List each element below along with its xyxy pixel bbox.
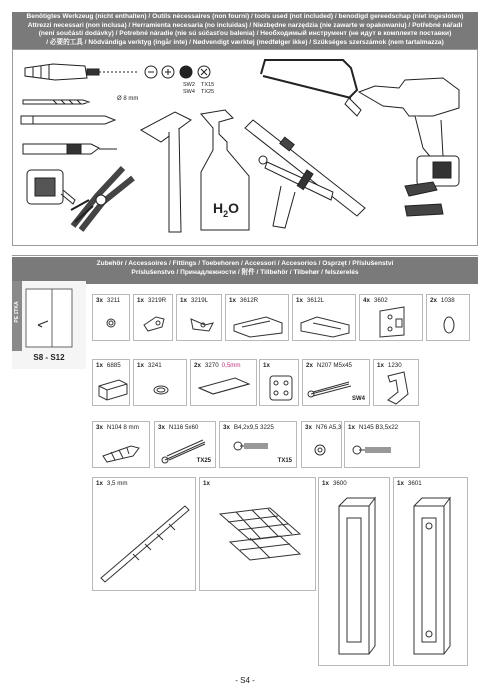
- part-box: [133, 294, 173, 341]
- part-code: 1038: [440, 297, 455, 304]
- part-box: [359, 294, 423, 341]
- part-drawing: [260, 360, 300, 407]
- part-drawing: [374, 360, 420, 407]
- spirit-level-icon: [245, 120, 365, 216]
- accessories-divider: [12, 255, 478, 256]
- part-code: 3602: [373, 297, 388, 304]
- part-code: 3601: [407, 480, 422, 487]
- part-bit-size: SW4: [351, 396, 365, 402]
- part-code: N104 8 mm: [106, 424, 139, 431]
- part-code: 3211: [106, 297, 121, 304]
- part-box: [133, 359, 187, 406]
- part-qty: 1x: [377, 362, 384, 369]
- screwdriver-bits-icon: [145, 66, 210, 78]
- part-box: [301, 421, 342, 468]
- part-drawing: [93, 478, 197, 592]
- tools-header-line4: / 必要的工具 / Nödvändiga verktyg (ingår inte) / Nødvendigt værktøj (medfølger ikke) / Szükséges szerszámok (nem tartalmazza): [46, 38, 444, 46]
- door-fitting-icon: [12, 281, 86, 351]
- part-code: N76 A5,3: [315, 424, 342, 431]
- part-box: [92, 359, 130, 406]
- part-qty: 2x: [306, 362, 313, 369]
- part-code: N145 B3,5x22: [358, 424, 399, 431]
- hammer-icon: [141, 112, 191, 232]
- part-code: 3612L: [306, 297, 325, 304]
- part-box: [92, 421, 150, 468]
- tools-header-line2: Attrezzi necessari (non inclusa) / Herramienta necesaria (no incluidas) / Niezbędne narzędzia (nie zawarte w opakowaniu) / Potřebné nářadí: [27, 21, 463, 29]
- page-number: - S4 -: [235, 676, 255, 685]
- part-qty: 1x: [263, 362, 270, 369]
- tape-strip-icon: [405, 182, 443, 216]
- size-range-label: S8 - S12: [33, 353, 65, 362]
- part-drawing: [427, 295, 471, 342]
- part-box: [176, 294, 222, 341]
- part-code: B4,2x9,5 3225: [233, 424, 274, 431]
- part-drawing: [177, 295, 223, 342]
- part-box: [318, 477, 390, 666]
- part-code: 1230: [387, 362, 402, 369]
- h2o-o: O: [228, 200, 240, 216]
- part-code: N207 M5x45: [316, 362, 352, 369]
- cutter-knife-icon: [23, 144, 117, 154]
- part-qty: 1x: [203, 480, 210, 487]
- part-code: 3219L: [190, 297, 209, 304]
- tools-header-line1: Benötigtes Werkzeug (nicht enthalten) / Outils nécessaires (non fourni) / tools used (not included) / benodigd gereedschap (niet ingesloten): [26, 13, 464, 20]
- part-qty: 3x: [96, 297, 103, 304]
- part-drawing: [93, 422, 151, 469]
- part-box: [259, 359, 299, 406]
- part-code: 6885: [106, 362, 121, 369]
- part-qty: 1x: [229, 297, 236, 304]
- part-box: [92, 294, 130, 341]
- part-bit-size: TX25: [196, 458, 211, 464]
- side-panel: [12, 281, 86, 369]
- part-drawing: [200, 478, 317, 592]
- part-box: [292, 294, 356, 341]
- accessories-header: [12, 257, 478, 284]
- part-code: N116 5x60: [168, 424, 199, 431]
- h2o-label: [213, 200, 239, 219]
- cordless-drill-icon: [359, 78, 459, 186]
- tools-header: [12, 12, 478, 49]
- part-qty: 1x: [137, 297, 144, 304]
- part-box: [92, 477, 196, 591]
- part-qty: 3x: [96, 424, 103, 431]
- part-box: [344, 421, 420, 468]
- part-drawing: [93, 295, 131, 342]
- tools-panel: [12, 49, 478, 246]
- part-drawing: [302, 422, 343, 469]
- part-qty: 2x: [430, 297, 437, 304]
- part-box: [426, 294, 470, 341]
- part-qty: 1x: [96, 362, 103, 369]
- tools-illustration: [13, 50, 479, 247]
- part-code: 3,5 mm: [106, 480, 128, 487]
- part-drawing: [134, 360, 188, 407]
- drill-size-label: Ø 8 mm: [117, 96, 139, 102]
- side-tab-label: PE 1TKA: [14, 301, 20, 323]
- part-qty: 4x: [363, 297, 370, 304]
- part-box: [302, 359, 370, 406]
- part-qty: 3x: [223, 424, 230, 431]
- bit-tx25-label: TX25: [201, 89, 215, 95]
- hacksaw-icon: [261, 60, 361, 116]
- part-bit-size: TX15: [277, 458, 292, 464]
- part-qty: 1x: [96, 480, 103, 487]
- part-code: 3612R: [239, 297, 259, 304]
- bit-tx15-label: TX15: [201, 82, 215, 88]
- part-drawing: [319, 478, 391, 667]
- part-qty: 1x: [322, 480, 329, 487]
- part-drawing: [293, 295, 357, 342]
- part-qty: 1x: [180, 297, 187, 304]
- part-code: 3270: [204, 362, 219, 369]
- part-qty: 1x: [296, 297, 303, 304]
- part-qty: 1x: [397, 480, 404, 487]
- part-box: [373, 359, 419, 406]
- accessories-header-line2: Príslušenstvo / Принадлежности / 附件 / Tillbehör / Tilbehør / felszerelés: [131, 268, 359, 276]
- part-extra: 0,5mm: [221, 362, 241, 369]
- part-drawing: [226, 295, 290, 342]
- part-qty: 1x: [348, 424, 355, 431]
- pliers-icon: [71, 168, 133, 230]
- part-drawing: [394, 478, 469, 667]
- part-box: [225, 294, 289, 341]
- drill-bit-icon: [23, 100, 89, 104]
- part-box: [199, 477, 316, 591]
- part-drawing: [360, 295, 424, 342]
- bit-sw4-label: SW4: [183, 89, 195, 95]
- part-code: 3600: [332, 480, 347, 487]
- tape-measure-icon: [27, 170, 75, 204]
- part-drawing: [191, 360, 258, 407]
- part-qty: 2x: [194, 362, 201, 369]
- h2o-h: H: [213, 200, 224, 216]
- screwdriver-icon: [25, 64, 139, 80]
- part-box: [154, 421, 216, 468]
- h2o-2: 2: [223, 208, 229, 219]
- accessories-header-line1: Zubehör / Accessoires / Fittings / Toebehoren / Accessori / Accesorios / Osprzęt / Příslušenství: [96, 260, 394, 267]
- part-qty: 3x: [305, 424, 312, 431]
- part-box: [393, 477, 468, 666]
- part-drawing: [93, 360, 131, 407]
- tools-header-line3: (není součástí dodávky) / Potrebné náradie (nie sú súčasťou balenia) / Необходимый инструмент (не идут в комплекте поставки): [38, 30, 452, 38]
- pencil-icon: [21, 116, 115, 124]
- part-box: [190, 359, 257, 406]
- part-drawing: [134, 295, 174, 342]
- part-code: 3219R: [147, 297, 167, 304]
- part-qty: 1x: [137, 362, 144, 369]
- part-box: [219, 421, 297, 468]
- part-qty: 3x: [158, 424, 165, 431]
- bit-sw2-label: SW2: [183, 82, 195, 88]
- part-drawing: [345, 422, 421, 469]
- part-code: 3241: [147, 362, 162, 369]
